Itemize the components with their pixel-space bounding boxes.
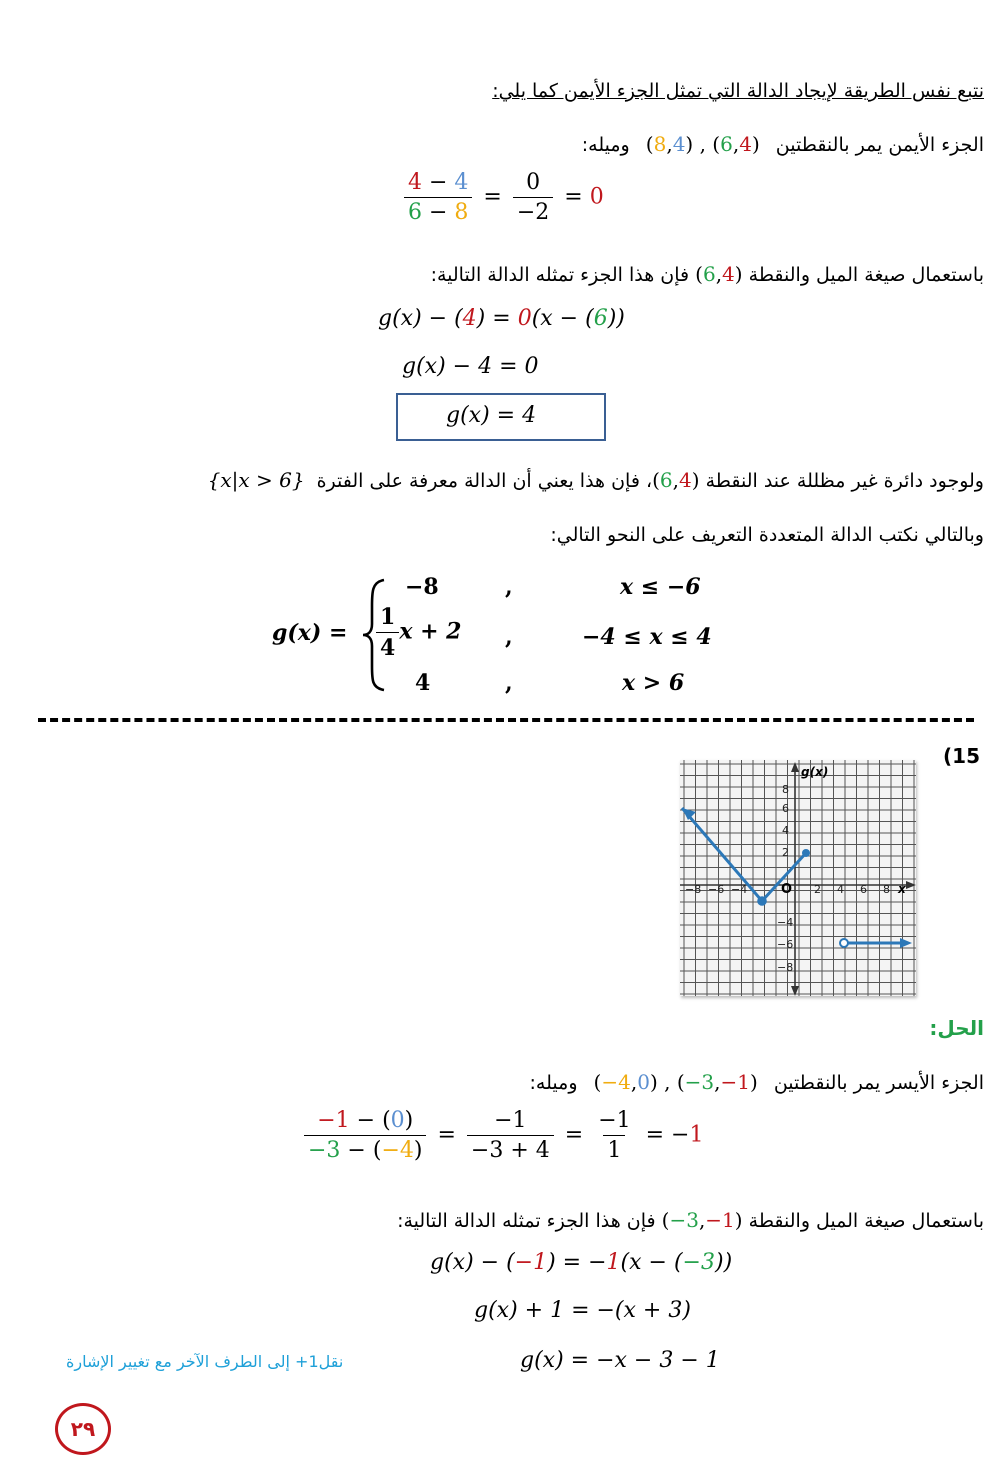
x-tick: 2 (814, 883, 821, 896)
pw-row1-cond: x ≤ −6 (620, 574, 701, 600)
eq2-2: g(x) + 1 = −(x + 3) (474, 1298, 691, 1323)
y-tick: 4 (782, 824, 789, 837)
slope-frac-1: $\frac{4 - 4}{6 - 8}$ (404, 170, 472, 225)
point-slope-line (431, 262, 984, 286)
x-tick: 4 (837, 883, 844, 896)
slope-equation: $\frac{4 - 4}{6 - 8}$ = $\frac{0}{-2}$ = 0 (400, 170, 604, 225)
slope-result: 0 (589, 184, 604, 210)
pw-row3-expr: 4 (415, 670, 431, 696)
slope2-result: 1 (689, 1122, 704, 1148)
origin-label: O (781, 882, 793, 897)
y-tick: 6 (782, 802, 789, 815)
point-slope-point-2: (−3,−1) (661, 1208, 743, 1232)
teal-note: نقل1+ إلى الطرف الآخر مع تغيير الإشارة (66, 1352, 344, 1371)
points-text-2: الجزء الأيسر يمر بالنقطتين (773, 1072, 984, 1094)
domain-b: ، فإن هذا يعني أن الدالة معرفة على الفترة (316, 470, 653, 492)
points-line-2 (530, 1070, 984, 1094)
closed-point-1 (758, 897, 766, 905)
p1-y: 4 (739, 132, 752, 156)
x-tick: −4 (731, 883, 748, 896)
pw-row2-cond: −4 ≤ x ≤ 4 (582, 624, 712, 650)
domain-point: (6,4) (652, 468, 700, 492)
y-label: g(x) (801, 765, 829, 779)
domain-a: ولوجود دائرة غير مظللة عند النقطة (705, 470, 984, 492)
page-number: ٢٩ (55, 1403, 111, 1455)
eq2-1: g(x) − (−1) = −1(x − (−3)) (430, 1250, 733, 1275)
graph (680, 760, 916, 996)
slope2-frac-3: $\frac{-1}{1}$ (598, 1108, 631, 1163)
point-slope-line-2 (397, 1208, 984, 1232)
point-slope-point: (6,4) (695, 262, 743, 286)
domain-set: {x|x > 6} (207, 468, 305, 492)
point-slope-b: فإن هذا الجزء تمثله الدالة التالية: (430, 264, 690, 286)
x-tick: 8 (883, 883, 890, 896)
x-tick: −6 (708, 883, 725, 896)
intro-text: نتبع نفس الطريقة لإيجاد الدالة التي تمثل الجزء الأيمن كما يلي: (492, 80, 984, 102)
points-text: الجزء الأيمن يمر بالنقطتين (775, 134, 984, 156)
closed-point-2 (802, 849, 810, 857)
pw-row2-comma: , (505, 624, 513, 650)
open-point-right (840, 939, 848, 947)
y-tick: 8 (782, 783, 789, 796)
eq3: g(x) = 4 (446, 403, 537, 428)
y-tick: −6 (777, 938, 794, 951)
p1-x: 6 (720, 132, 733, 156)
point-slope-b-2: فإن هذا الجزء تمثله الدالة التالية: (397, 1210, 656, 1232)
y-tick: −8 (777, 961, 794, 974)
pw-row1-expr: −8 (405, 574, 439, 600)
points-pair-2: (−4,0) , (−3,−1) (593, 1070, 758, 1094)
slope-text: وميله: (581, 134, 630, 156)
point-slope-a: باستعمال صيغة الميل والنقطة (748, 264, 984, 286)
eq2-3: g(x) = −x − 3 − 1 (520, 1348, 720, 1373)
points-pair: (8,4) , (6,4) (645, 132, 760, 156)
problem-number: (15 (943, 744, 980, 768)
eq2: g(x) − 4 = 0 (402, 354, 539, 379)
pw-row1-comma: , (505, 574, 513, 600)
x-tick: 6 (860, 883, 867, 896)
section-separator (38, 718, 974, 722)
slope-text-2: وميله: (529, 1072, 578, 1094)
y-tick: −4 (777, 916, 794, 929)
y-tick: 2 (782, 846, 789, 859)
slope2-frac-1: $\frac{-1 - (0)}{-3 - (-4)}$ (304, 1108, 426, 1163)
eq1: g(x) − (4) = 0(x − (6)) (378, 306, 625, 331)
piecewise-intro: وبالتالي نكتب الدالة المتعددة التعريف على النحو التالي: (550, 524, 984, 546)
p2-x: 8 (653, 132, 667, 156)
points-line (582, 132, 984, 156)
pw-row3-comma: , (505, 670, 513, 696)
domain-line (208, 468, 984, 492)
p2-y: 4 (672, 132, 686, 156)
slope-frac-2: $\frac{0}{-2}$ (513, 170, 553, 225)
piecewise-lhs: g(x) = (272, 620, 348, 646)
pw-row2-expr: $\frac{1}{4}$ x + 2 (376, 604, 462, 661)
solution-label: الحل: (929, 1016, 984, 1040)
pw-row3-cond: x > 6 (622, 670, 685, 696)
right-ray-arrow-icon (900, 938, 912, 948)
point-slope-a-2: باستعمال صيغة الميل والنقطة (748, 1210, 984, 1232)
x-label: x (898, 882, 906, 896)
slope2-frac-2: $\frac{-1}{-3 + 4}$ (467, 1108, 554, 1163)
slope-equation-2: $\frac{-1 - (0)}{-3 - (-4)}$ = $\frac{-1}{-3 + 4}$ = $\frac{-1}{1}$ = −1 (300, 1108, 703, 1163)
graph-panel (680, 760, 916, 996)
x-tick: −8 (685, 883, 702, 896)
